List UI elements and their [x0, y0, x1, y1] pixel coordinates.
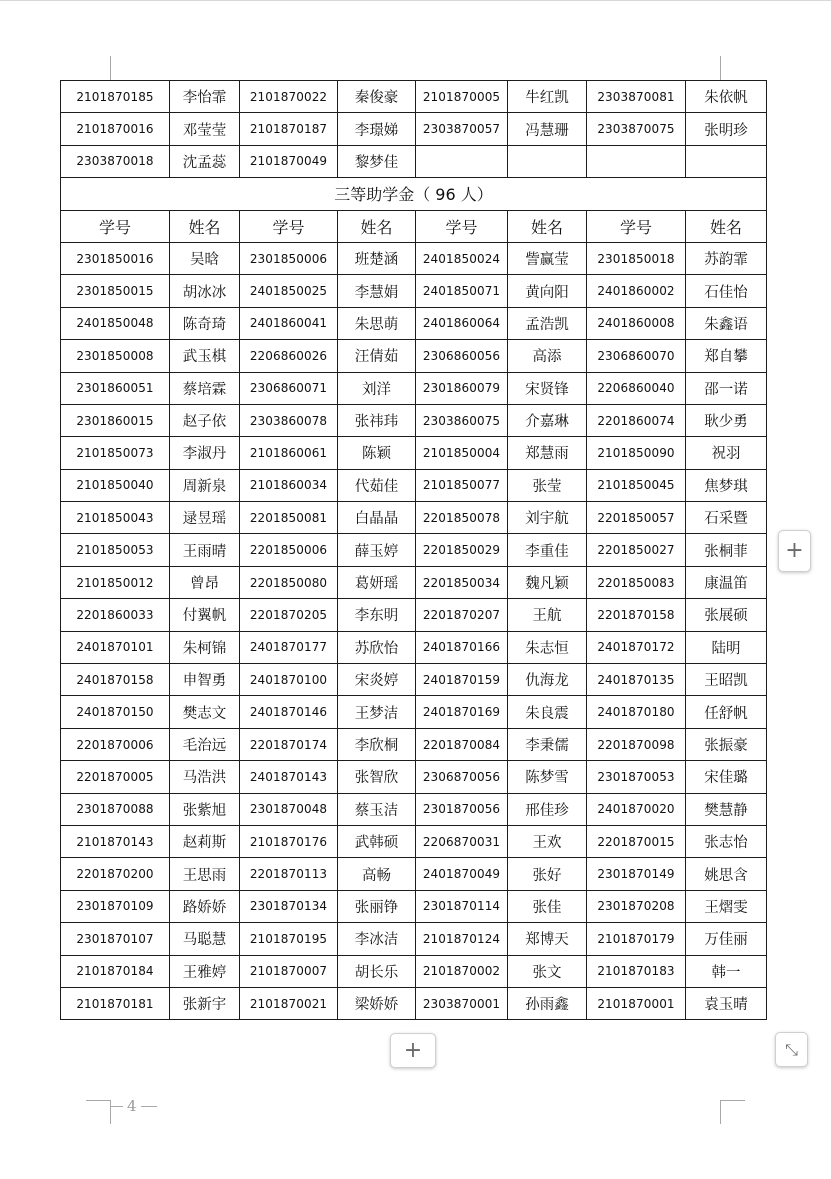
section-title: 三等助学金（ 96 人） [61, 178, 767, 210]
student-name-cell: 石佳怡 [686, 275, 767, 307]
plus-icon: + [785, 538, 804, 563]
student-id-cell: 2206860026 [240, 340, 338, 372]
table-row [61, 825, 767, 857]
student-name-cell: 汪倩茹 [338, 340, 416, 372]
crop-mark-top-right-v [720, 56, 721, 80]
student-id-cell: 2401870169 [416, 696, 508, 728]
table-row [61, 858, 767, 890]
table-row [61, 761, 767, 793]
crop-mark-top-left-v [110, 56, 111, 80]
student-name-cell: 刘宇航 [508, 502, 587, 534]
student-name-cell [686, 145, 767, 177]
student-id-cell: 2201850006 [240, 534, 338, 566]
student-id-cell: 2201850080 [240, 566, 338, 598]
student-id-cell: 2201870005 [61, 761, 170, 793]
student-name-cell: 朱鑫语 [686, 307, 767, 339]
student-name-cell: 吴晗 [170, 242, 240, 274]
student-id-cell: 2101870005 [416, 81, 508, 113]
student-name-cell: 李东明 [338, 599, 416, 631]
student-name-cell: 胡冰冰 [170, 275, 240, 307]
student-id-cell: 2301850006 [240, 242, 338, 274]
student-name-cell: 张志怡 [686, 825, 767, 857]
student-id-cell: 2206870031 [416, 825, 508, 857]
student-name-cell: 邢佳珍 [508, 793, 587, 825]
student-name-cell: 梁娇娇 [338, 987, 416, 1019]
student-id-cell: 2301860079 [416, 372, 508, 404]
page-top-edge [0, 0, 831, 1]
student-name-cell: 李淑丹 [170, 437, 240, 469]
student-name-cell: 张新宇 [170, 987, 240, 1019]
student-id-cell: 2306870056 [416, 761, 508, 793]
student-name-cell: 介嘉琳 [508, 404, 587, 436]
student-id-cell: 2303870018 [61, 145, 170, 177]
student-name-cell: 薛玉婷 [338, 534, 416, 566]
student-name-cell: 付翼帆 [170, 599, 240, 631]
student-id-cell: 2101850073 [61, 437, 170, 469]
student-id-cell: 2401850071 [416, 275, 508, 307]
student-name-cell: 邵一诺 [686, 372, 767, 404]
student-id-cell: 2101870181 [61, 987, 170, 1019]
column-header-name: 姓名 [686, 210, 767, 242]
student-id-cell: 2301850016 [61, 242, 170, 274]
student-id-cell: 2101870016 [61, 113, 170, 145]
student-id-cell: 2101870124 [416, 923, 508, 955]
student-name-cell: 耿少勇 [686, 404, 767, 436]
student-name-cell: 白晶晶 [338, 502, 416, 534]
student-id-cell: 2201850083 [587, 566, 686, 598]
student-id-cell: 2401860002 [587, 275, 686, 307]
column-header-name: 姓名 [338, 210, 416, 242]
column-header-name: 姓名 [170, 210, 240, 242]
student-name-cell: 樊慧静 [686, 793, 767, 825]
student-id-cell: 2401860064 [416, 307, 508, 339]
table-row [61, 372, 767, 404]
student-id-cell: 2401870177 [240, 631, 338, 663]
table-row [61, 890, 767, 922]
student-name-cell: 姚思含 [686, 858, 767, 890]
student-name-cell: 张佳 [508, 890, 587, 922]
student-id-cell: 2301870149 [587, 858, 686, 890]
student-name-cell: 代茹佳 [338, 469, 416, 501]
student-name-cell: 邓莹莹 [170, 113, 240, 145]
student-id-cell: 2201860074 [587, 404, 686, 436]
column-header-id: 学号 [587, 210, 686, 242]
student-name-cell: 张丽铮 [338, 890, 416, 922]
student-name-cell: 张明珍 [686, 113, 767, 145]
table-row [61, 307, 767, 339]
student-name-cell: 张文 [508, 955, 587, 987]
student-id-cell: 2301860051 [61, 372, 170, 404]
student-id-cell: 2201850081 [240, 502, 338, 534]
student-name-cell: 王欢 [508, 825, 587, 857]
continued-rows [61, 81, 767, 178]
student-id-cell: 2306860070 [587, 340, 686, 372]
student-name-cell: 仇海龙 [508, 664, 587, 696]
student-id-cell: 2401870150 [61, 696, 170, 728]
section-row [61, 178, 767, 210]
student-id-cell: 2206860040 [587, 372, 686, 404]
grant-table [60, 80, 767, 1020]
student-name-cell: 张智欣 [338, 761, 416, 793]
student-id-cell: 2101850090 [587, 437, 686, 469]
student-id-cell: 2101870007 [240, 955, 338, 987]
student-name-cell: 朱柯锦 [170, 631, 240, 663]
student-id-cell: 2101850012 [61, 566, 170, 598]
student-name-cell: 万佳丽 [686, 923, 767, 955]
student-name-cell: 黎梦佳 [338, 145, 416, 177]
student-id-cell: 2303870081 [587, 81, 686, 113]
student-id-cell: 2101850043 [61, 502, 170, 534]
student-name-cell: 逯昱瑶 [170, 502, 240, 534]
student-id-cell: 2401870101 [61, 631, 170, 663]
table-row [61, 793, 767, 825]
student-name-cell: 武玉棋 [170, 340, 240, 372]
student-id-cell: 2401870166 [416, 631, 508, 663]
student-id-cell: 2306860071 [240, 372, 338, 404]
student-name-cell: 陈奇琦 [170, 307, 240, 339]
table-row [61, 404, 767, 436]
student-name-cell: 张莹 [508, 469, 587, 501]
student-id-cell: 2101870022 [240, 81, 338, 113]
table-row [61, 242, 767, 274]
student-name-cell: 李欣桐 [338, 728, 416, 760]
student-name-cell: 祝羽 [686, 437, 767, 469]
student-id-cell: 2301870109 [61, 890, 170, 922]
student-id-cell: 2401870100 [240, 664, 338, 696]
student-name-cell: 毛治远 [170, 728, 240, 760]
student-id-cell: 2101870179 [587, 923, 686, 955]
student-name-cell: 王熠雯 [686, 890, 767, 922]
student-id-cell: 2301850008 [61, 340, 170, 372]
student-id-cell: 2303870075 [587, 113, 686, 145]
student-name-cell: 赵子依 [170, 404, 240, 436]
student-id-cell: 2201870084 [416, 728, 508, 760]
student-id-cell: 2101870195 [240, 923, 338, 955]
student-name-cell: 张展硕 [686, 599, 767, 631]
student-name-cell: 张好 [508, 858, 587, 890]
student-name-cell: 张振豪 [686, 728, 767, 760]
column-header-id: 学号 [416, 210, 508, 242]
student-id-cell: 2201870006 [61, 728, 170, 760]
table-row [61, 955, 767, 987]
table-row [61, 340, 767, 372]
student-name-cell: 袁玉晴 [686, 987, 767, 1019]
student-name-cell: 张紫旭 [170, 793, 240, 825]
student-id-cell: 2101860034 [240, 469, 338, 501]
student-name-cell: 陈梦雪 [508, 761, 587, 793]
student-id-cell: 2201850029 [416, 534, 508, 566]
table-row [61, 987, 767, 1019]
table-row [61, 534, 767, 566]
student-name-cell: 李怡霏 [170, 81, 240, 113]
table-row [61, 923, 767, 955]
student-name-cell: 路娇娇 [170, 890, 240, 922]
student-id-cell: 2201850034 [416, 566, 508, 598]
student-name-cell: 康温笛 [686, 566, 767, 598]
column-header-name: 姓名 [508, 210, 587, 242]
student-id-cell: 2401850025 [240, 275, 338, 307]
table-row [61, 631, 767, 663]
student-name-cell: 王思雨 [170, 858, 240, 890]
student-name-cell: 宋炎婷 [338, 664, 416, 696]
plus-icon: + [403, 1037, 423, 1063]
table-row [61, 113, 767, 145]
crop-mark-bottom-left-h [86, 1100, 110, 1101]
student-id-cell: 2101870001 [587, 987, 686, 1019]
page-number-rule [141, 1106, 157, 1107]
add-row-button[interactable] [390, 1033, 436, 1068]
student-id-cell: 2301870107 [61, 923, 170, 955]
student-id-cell: 2401850024 [416, 242, 508, 274]
student-id-cell: 2101850053 [61, 534, 170, 566]
student-name-cell: 樊志文 [170, 696, 240, 728]
student-id-cell: 2301850018 [587, 242, 686, 274]
student-id-cell: 2101870021 [240, 987, 338, 1019]
crop-mark-bottom-right-v [720, 1100, 721, 1124]
add-column-button[interactable] [778, 530, 811, 572]
student-id-cell: 2201870015 [587, 825, 686, 857]
student-name-cell: 魏凡颖 [508, 566, 587, 598]
student-id-cell: 2303870001 [416, 987, 508, 1019]
student-name-cell: 蔡培霖 [170, 372, 240, 404]
student-name-cell: 申智勇 [170, 664, 240, 696]
header-row [61, 210, 767, 242]
table-row [61, 145, 767, 177]
student-id-cell: 2101870183 [587, 955, 686, 987]
student-id-cell: 2201850078 [416, 502, 508, 534]
student-name-cell: 武韩硕 [338, 825, 416, 857]
table-row [61, 81, 767, 113]
student-name-cell: 陆明 [686, 631, 767, 663]
student-id-cell: 2101870185 [61, 81, 170, 113]
student-id-cell: 2401850048 [61, 307, 170, 339]
student-id-cell: 2306860056 [416, 340, 508, 372]
student-name-cell: 马聪慧 [170, 923, 240, 955]
table-row [61, 599, 767, 631]
student-name-cell: 高添 [508, 340, 587, 372]
student-name-cell: 胡长乐 [338, 955, 416, 987]
student-id-cell [416, 145, 508, 177]
student-name-cell: 高畅 [338, 858, 416, 890]
student-name-cell: 张祎玮 [338, 404, 416, 436]
student-id-cell: 2301870048 [240, 793, 338, 825]
student-id-cell: 2101870176 [240, 825, 338, 857]
third-grade-rows [61, 242, 767, 1019]
student-name-cell: 焦梦琪 [686, 469, 767, 501]
student-id-cell: 2101870187 [240, 113, 338, 145]
student-name-cell: 訾赢莹 [508, 242, 587, 274]
student-id-cell [587, 145, 686, 177]
student-id-cell: 2101870002 [416, 955, 508, 987]
student-name-cell: 黄向阳 [508, 275, 587, 307]
student-id-cell: 2201870113 [240, 858, 338, 890]
student-name-cell: 韩一 [686, 955, 767, 987]
student-id-cell: 2301870088 [61, 793, 170, 825]
student-id-cell: 2101860061 [240, 437, 338, 469]
student-id-cell: 2401870020 [587, 793, 686, 825]
student-id-cell: 2401870158 [61, 664, 170, 696]
student-name-cell: 宋贤锋 [508, 372, 587, 404]
student-name-cell: 秦俊豪 [338, 81, 416, 113]
resize-icon: ⤡ [785, 1039, 798, 1059]
student-name-cell [508, 145, 587, 177]
student-id-cell: 2401860008 [587, 307, 686, 339]
student-id-cell: 2303870057 [416, 113, 508, 145]
student-name-cell: 赵莉斯 [170, 825, 240, 857]
student-id-cell: 2301870053 [587, 761, 686, 793]
student-id-cell: 2301850015 [61, 275, 170, 307]
student-name-cell: 李秉儒 [508, 728, 587, 760]
student-id-cell: 2401870159 [416, 664, 508, 696]
student-id-cell: 2401870172 [587, 631, 686, 663]
student-name-cell: 牛红凯 [508, 81, 587, 113]
student-id-cell: 2401870049 [416, 858, 508, 890]
student-id-cell: 2201870205 [240, 599, 338, 631]
student-name-cell: 冯慧珊 [508, 113, 587, 145]
student-name-cell: 孙雨鑫 [508, 987, 587, 1019]
table-row [61, 437, 767, 469]
student-id-cell: 2401870146 [240, 696, 338, 728]
student-id-cell: 2101850077 [416, 469, 508, 501]
student-id-cell: 2301870134 [240, 890, 338, 922]
student-name-cell: 宋佳璐 [686, 761, 767, 793]
student-name-cell: 李璟娣 [338, 113, 416, 145]
student-id-cell: 2303860075 [416, 404, 508, 436]
student-name-cell: 郑博天 [508, 923, 587, 955]
student-name-cell: 郑慧雨 [508, 437, 587, 469]
student-id-cell: 2201850057 [587, 502, 686, 534]
student-name-cell: 李冰洁 [338, 923, 416, 955]
student-name-cell: 李慧娟 [338, 275, 416, 307]
student-name-cell: 王梦洁 [338, 696, 416, 728]
student-id-cell: 2401870135 [587, 664, 686, 696]
student-name-cell: 苏欣怡 [338, 631, 416, 663]
student-name-cell: 周新泉 [170, 469, 240, 501]
table-resize-button[interactable] [775, 1032, 808, 1067]
student-name-cell: 陈颖 [338, 437, 416, 469]
student-name-cell: 王航 [508, 599, 587, 631]
student-name-cell: 刘洋 [338, 372, 416, 404]
student-name-cell: 朱思萌 [338, 307, 416, 339]
student-name-cell: 孟浩凯 [508, 307, 587, 339]
student-id-cell: 2201870207 [416, 599, 508, 631]
student-id-cell: 2201870200 [61, 858, 170, 890]
student-id-cell: 2201870098 [587, 728, 686, 760]
student-id-cell: 2401860041 [240, 307, 338, 339]
student-id-cell: 2101850040 [61, 469, 170, 501]
student-name-cell: 王雨晴 [170, 534, 240, 566]
student-name-cell: 朱志恒 [508, 631, 587, 663]
student-name-cell: 朱依帆 [686, 81, 767, 113]
student-name-cell: 马浩洪 [170, 761, 240, 793]
student-name-cell: 郑自攀 [686, 340, 767, 372]
student-name-cell: 沈孟蕊 [170, 145, 240, 177]
table-row [61, 728, 767, 760]
crop-mark-bottom-left-v [110, 1100, 111, 1124]
column-header-id: 学号 [61, 210, 170, 242]
student-id-cell: 2101850045 [587, 469, 686, 501]
table-row [61, 502, 767, 534]
table-row [61, 566, 767, 598]
student-name-cell: 石采暨 [686, 502, 767, 534]
crop-mark-bottom-right-h [721, 1100, 745, 1101]
student-name-cell: 葛妍瑶 [338, 566, 416, 598]
student-name-cell: 苏韵霏 [686, 242, 767, 274]
student-name-cell: 蔡玉洁 [338, 793, 416, 825]
column-header-id: 学号 [240, 210, 338, 242]
student-name-cell: 朱良震 [508, 696, 587, 728]
student-id-cell: 2301860015 [61, 404, 170, 436]
student-name-cell: 班楚涵 [338, 242, 416, 274]
student-id-cell: 2101870143 [61, 825, 170, 857]
student-name-cell: 张桐菲 [686, 534, 767, 566]
student-id-cell: 2301870208 [587, 890, 686, 922]
student-id-cell: 2201850027 [587, 534, 686, 566]
student-id-cell: 2201870158 [587, 599, 686, 631]
student-id-cell: 2101870184 [61, 955, 170, 987]
table-row [61, 469, 767, 501]
student-name-cell: 曾昂 [170, 566, 240, 598]
student-name-cell: 王昭凯 [686, 664, 767, 696]
student-id-cell: 2401870180 [587, 696, 686, 728]
student-name-cell: 任舒帆 [686, 696, 767, 728]
student-id-cell: 2301870056 [416, 793, 508, 825]
student-name-cell: 李重佳 [508, 534, 587, 566]
student-id-cell: 2303860078 [240, 404, 338, 436]
student-id-cell: 2301870114 [416, 890, 508, 922]
student-id-cell: 2101850004 [416, 437, 508, 469]
student-id-cell: 2201870174 [240, 728, 338, 760]
table-row [61, 275, 767, 307]
student-id-cell: 2201860033 [61, 599, 170, 631]
table-row [61, 696, 767, 728]
crop-mark-bottom-left-h2 [111, 1106, 123, 1107]
page-number: 4 [127, 1097, 137, 1115]
student-name-cell: 王雅婷 [170, 955, 240, 987]
student-id-cell: 2401870143 [240, 761, 338, 793]
student-id-cell: 2101870049 [240, 145, 338, 177]
table-row [61, 664, 767, 696]
